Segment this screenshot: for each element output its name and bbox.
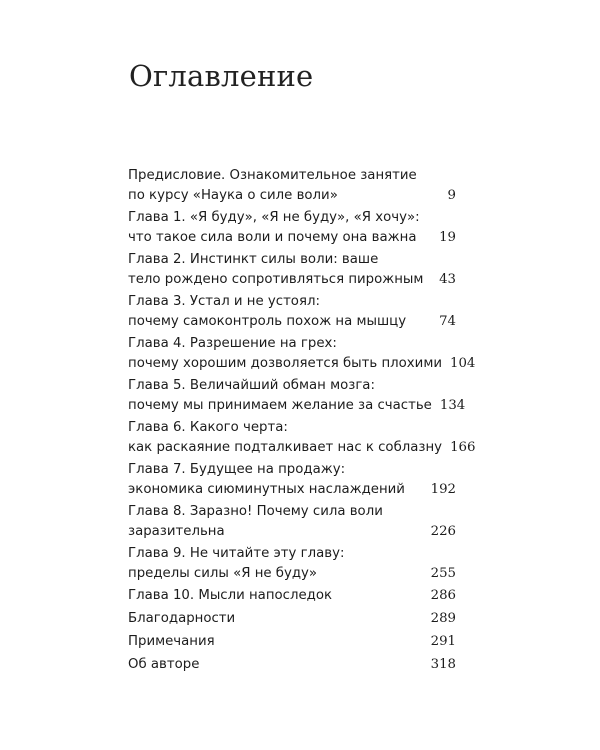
toc-entry	[128, 609, 456, 629]
toc-entry-line: Глава 10. Мысли напоследок	[128, 588, 333, 603]
toc-entry-line: заразительна	[128, 524, 225, 539]
toc-entry	[128, 376, 466, 416]
toc-page-number: 43	[439, 272, 456, 287]
toc-entry-title	[128, 334, 442, 374]
toc-entry-line: Об авторе	[128, 657, 200, 672]
toc-page-number: 192	[430, 482, 456, 497]
toc-page-number: 291	[430, 634, 456, 649]
toc-entry	[128, 632, 456, 652]
toc-entry-title	[128, 502, 383, 542]
toc-entry	[128, 292, 456, 332]
toc-entry-line: Глава 9. Не читайте эту главу:	[128, 546, 345, 561]
toc-entry-line: по курсу «Наука о силе воли»	[128, 188, 338, 203]
toc-entry-line: Глава 3. Устал и не устоял:	[128, 294, 320, 309]
toc-page-number: 289	[430, 611, 456, 626]
toc-entry-line: Глава 7. Будущее на продажу:	[128, 462, 346, 477]
toc-entry-title	[128, 544, 344, 584]
toc-page-number: 9	[447, 188, 456, 203]
toc-entry-line: Глава 1. «Я буду», «Я не буду», «Я хочу»:	[128, 210, 420, 225]
toc-entry-title	[128, 208, 420, 248]
toc-entry-line: Глава 2. Инстинкт силы воли: ваше	[128, 252, 379, 267]
toc-page-number: 104	[450, 356, 476, 371]
toc-page-number: 74	[439, 314, 456, 329]
toc-entry-title	[128, 376, 432, 416]
toc-entry-line: как раскаяние подталкивает нас к соблазну	[128, 440, 443, 455]
toc-entry-title	[128, 292, 406, 332]
toc-title: Оглавление	[129, 59, 314, 93]
toc-page-number: 318	[430, 657, 456, 672]
toc-entry-title	[128, 166, 417, 206]
toc-list	[128, 166, 476, 678]
toc-entry-title	[128, 655, 199, 675]
toc-entry	[128, 502, 456, 542]
toc-entry-title	[128, 632, 215, 652]
toc-entry	[128, 655, 456, 675]
toc-entry-line: почему мы принимаем желание за счастье	[128, 398, 432, 413]
toc-entry-line: Глава 5. Величайший обман мозга:	[128, 378, 375, 393]
toc-entry-title	[128, 586, 332, 606]
toc-entry-line: почему хорошим дозволяется быть плохими	[128, 356, 442, 371]
toc-entry-line: Предисловие. Ознакомительное занятие	[128, 168, 417, 183]
toc-entry	[128, 166, 456, 206]
toc-page-number: 255	[430, 566, 456, 581]
toc-entry	[128, 418, 476, 458]
toc-entry-line: тело рождено сопротивляться пирожным	[128, 272, 424, 287]
toc-entry	[128, 460, 456, 500]
toc-entry-line: Глава 6. Какого черта:	[128, 420, 288, 435]
toc-page-number: 226	[430, 524, 456, 539]
toc-page-number: 166	[450, 440, 476, 455]
toc-entry-line: Благодарности	[128, 611, 236, 626]
toc-entry-title	[128, 250, 423, 290]
toc-entry-line: что такое сила воли и почему она важна	[128, 230, 417, 245]
toc-entry	[128, 544, 456, 584]
toc-entry-line: Примечания	[128, 634, 215, 649]
toc-entry-line: Глава 8. Заразно! Почему сила воли	[128, 504, 383, 519]
toc-entry-title	[128, 418, 442, 458]
toc-entry	[128, 586, 456, 606]
toc-page-number: 19	[439, 230, 456, 245]
toc-entry-line: экономика сиюминутных наслаждений	[128, 482, 405, 497]
toc-page-number: 286	[430, 588, 456, 603]
toc-entry-title	[128, 609, 235, 629]
toc-entry	[128, 250, 456, 290]
toc-entry	[128, 208, 456, 248]
toc-entry	[128, 334, 476, 374]
toc-page-number: 134	[439, 398, 466, 413]
toc-entry-line: Глава 4. Разрешение на грех:	[128, 336, 337, 351]
toc-entry-line: пределы силы «Я не буду»	[128, 566, 318, 581]
toc-entry-line: почему самоконтроль похож на мышцу	[128, 314, 407, 329]
toc-entry-title	[128, 460, 405, 500]
